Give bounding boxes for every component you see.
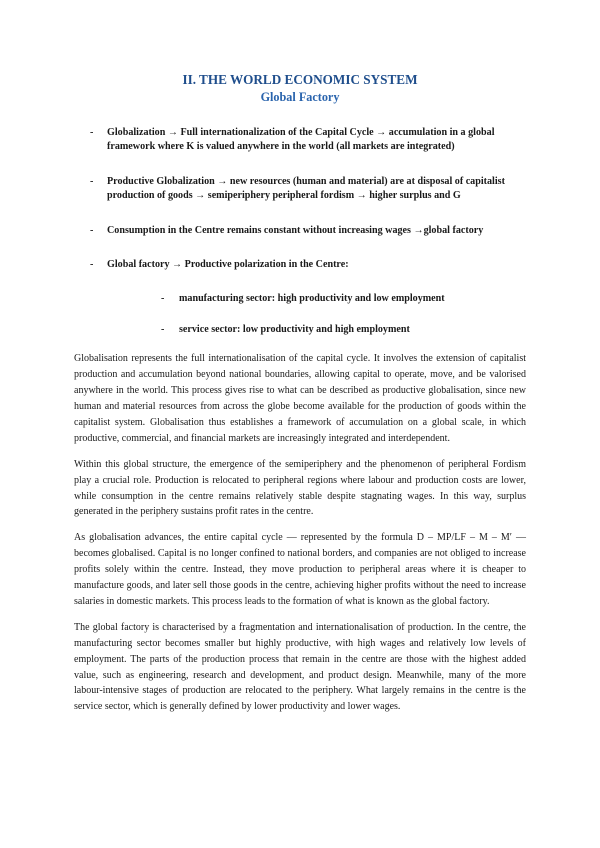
sub-bullet-list bbox=[107, 292, 526, 337]
bullet-list bbox=[74, 126, 526, 337]
bullet-item-with-sublist bbox=[74, 258, 526, 337]
sub-bullet-item: - service sector: low productivity and high employment bbox=[107, 323, 526, 337]
paragraph: Within this global structure, the emergence of the semiperiphery and the phenomenon of peripheral Fordism play a crucial role. Production is relocated to peripheral regions where labour and production costs are lower, while consumption in the centre remains relatively stable despite stagnating wages. In this way, surplus generated in the periphery sustains profit rates in the centre. bbox=[74, 458, 526, 518]
body-text bbox=[74, 351, 526, 715]
page-subtitle: Global Factory bbox=[260, 90, 340, 104]
sub-bullet-item: - manufacturing sector: high productivity and low employment bbox=[107, 292, 526, 306]
paragraph: The global factory is characterised by a fragmentation and internationalisation of production. In the centre, the manufacturing sector becomes smaller but highly productive, with high wages and relatively low levels of employment. The parts of the production process that remain in the centre are those with the highest added value, such as engineering, research and development, and product design. Meanwhile, many of the more labour-intensive stages of production are relocated to the periphery. What largely remains in the centre is the service sector, which is generally defined by lower productivity and lower wages. bbox=[74, 621, 526, 713]
bullet-item: - Consumption in the Centre remains constant without increasing wages →global factory bbox=[74, 224, 526, 238]
paragraph: Globalisation represents the full internationalisation of the capital cycle. It involves the extension of capitalist production and accumulation beyond national boundaries, allowing capital to operate, move, and be valorised anywhere in the world. This process gives rise to what can be described as productive globalisation, since new human and material resources from across the globe become available for the production of goods within the capitalist system. Globalisation thus establishes a framework of accumulation on a global scale, in which productive, commercial, and financial markets are increasingly integrated and interdependent. bbox=[74, 353, 526, 444]
bullet-item: - Productive Globalization → new resources (human and material) are at disposal of capitalist production of goods → semiperiphery peripheral fordism → higher surplus and G bbox=[74, 175, 526, 204]
paragraph: As globalisation advances, the entire capital cycle — represented by the formula D – MP/LF – M – M′ — becomes globalised. Capital is no longer confined to national borders, and companies are not obliged to increase profits solely within the centre. Instead, they move production to peripheral areas where it is cheaper to manufacture goods, and later sell those goods in the centre, achieving higher profits without the need to increase salaries in domestic markets. This process leads to the formation of what is known as the global factory. bbox=[74, 532, 526, 607]
page-title: II. THE WORLD ECONOMIC SYSTEM bbox=[182, 72, 418, 87]
bullet-item-text: Global factory → Productive polarization in the Centre: bbox=[107, 259, 349, 271]
bullet-item: - Globalization → Full internationalization of the Capital Cycle → accumulation in a global framework where K is valued anywhere in the world (all markets are integrated) bbox=[74, 126, 526, 155]
